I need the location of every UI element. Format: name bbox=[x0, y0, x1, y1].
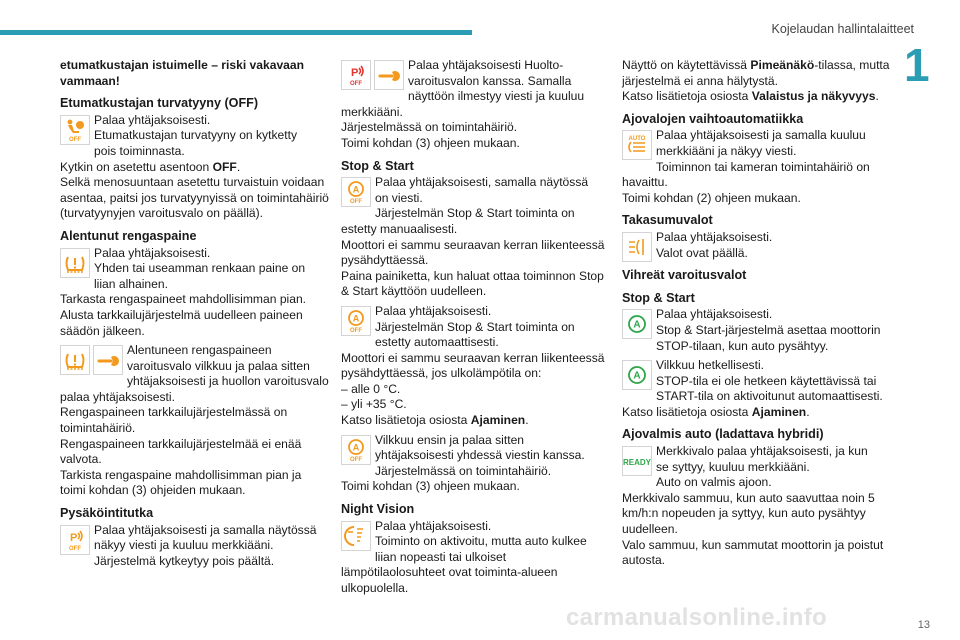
text-line: Palaa yhtäjaksoisesti. bbox=[656, 307, 773, 322]
text-line: Toimi kohdan (3) ohjeen mukaan. bbox=[341, 135, 520, 150]
section-body bbox=[60, 113, 330, 222]
chapter-number: 1 bbox=[904, 39, 930, 91]
text-line: pois toiminnasta. bbox=[94, 143, 185, 158]
header-title: Kojelaudan hallintalaitteet bbox=[771, 22, 914, 36]
text-line: Selkä menosuuntaan asetettu turvaistuin voidaan asentaa, paitsi jos turvatyynyissä on toimintahäiriö (turvatyynyjen varoitusvalo on päällä). bbox=[60, 175, 329, 221]
text-line: Toimi kohdan (2) ohjeen mukaan. bbox=[622, 190, 801, 205]
column-1 bbox=[60, 58, 330, 573]
text-line: Merkkivalo sammuu, kun auto saavuttaa noin 5 km/h:n nopeuden ja syttyy, kun auto pysähtyy uudelleen. bbox=[622, 490, 875, 537]
bold-term: Ajaminen bbox=[470, 413, 526, 428]
text-line: Rengaspaineen tarkkailujärjestelmää ei enää valvota. bbox=[60, 436, 302, 467]
text-line: yhtäjaksoisesti ja huollon varoitusvalo palaa yhtäjaksoisesti. bbox=[60, 374, 329, 404]
svg-text:OFF: OFF bbox=[350, 199, 362, 206]
watermark: carmanualsonline.info bbox=[566, 604, 828, 631]
svg-text:OFF: OFF bbox=[350, 81, 362, 87]
parking-sensor-off-icon bbox=[60, 525, 90, 555]
text-line: Katso lisätietoja osiosta bbox=[341, 413, 471, 428]
section-title: Etumatkustajan turvatyyny (OFF) bbox=[60, 96, 259, 111]
text-line: Järjestelmässä on toimintahäiriö. bbox=[341, 120, 518, 135]
section-body bbox=[60, 246, 330, 340]
text-line: yhtäjaksoisesti yhdessä viestin kanssa. bbox=[375, 448, 585, 463]
text-line: . bbox=[236, 159, 241, 174]
text-line: STOP-tila ei ole hetkeen käytettävissä tai bbox=[656, 373, 877, 388]
text-line: Palaa yhtäjaksoisesti. bbox=[656, 229, 773, 244]
stop-start-icon bbox=[622, 360, 652, 390]
svg-text:A: A bbox=[352, 442, 360, 453]
section-body bbox=[341, 519, 609, 597]
night-vision-icon bbox=[341, 521, 371, 551]
svg-text:OFF: OFF bbox=[69, 136, 81, 143]
section-body bbox=[622, 58, 892, 105]
text-line: Stop & Start-järjestelmä asettaa moottorin bbox=[656, 322, 881, 337]
text-line: varoitusvalo vilkkuu ja palaa sitten bbox=[127, 358, 310, 373]
text-line: . bbox=[806, 404, 810, 419]
text-line: Näyttö on käytettävissä bbox=[622, 58, 751, 72]
svg-text:P: P bbox=[70, 531, 78, 544]
text-line: Palaa yhtäjaksoisesti, samalla näytössä bbox=[375, 175, 589, 190]
bold-term: Ajaminen bbox=[751, 404, 807, 419]
section-body bbox=[60, 343, 330, 499]
text-line: näyttöön ilmestyy viesti ja kuuluu merkkiääni. bbox=[341, 89, 585, 119]
text-line: . bbox=[875, 89, 879, 104]
tyre-pressure-icon bbox=[60, 345, 90, 375]
section-body bbox=[622, 128, 892, 206]
text-line: Alusta tarkkailujärjestelmä uudelleen paineen säädön jälkeen. bbox=[60, 307, 303, 338]
section-title: Pysäköintitutka bbox=[60, 506, 154, 521]
text-line: Vilkkuu ensin ja palaa sitten bbox=[375, 432, 525, 447]
section-body bbox=[341, 58, 609, 152]
bold-term: Valaistus ja näkyvyys bbox=[751, 89, 876, 104]
section-body bbox=[622, 444, 892, 569]
section-title: Stop & Start bbox=[341, 158, 414, 173]
text-line: Alentuneen rengaspaineen bbox=[127, 343, 272, 358]
text-line: on viesti. bbox=[375, 190, 423, 205]
column-2 bbox=[341, 58, 609, 601]
section-title: Ajovalojen vaihtoautomatiikka bbox=[622, 111, 804, 126]
page-number: 13 bbox=[917, 619, 930, 631]
svg-text:A: A bbox=[352, 313, 360, 324]
text-line: Järjestelmän Stop & Start toiminta on estetty manuaalisesti. bbox=[341, 206, 575, 236]
text-line: liian nopeasti tai ulkoiset lämpötilaolosuhteet ovat toiminta-alueen ulkopuolella. bbox=[341, 549, 558, 595]
section-body bbox=[622, 358, 892, 420]
bold-term: Pimeänäkö bbox=[750, 58, 815, 72]
ready-icon bbox=[622, 446, 652, 476]
tyre-pressure-icon bbox=[60, 248, 90, 278]
text-line: Tarkasta rengaspaineet mahdollisimman pian. bbox=[60, 292, 307, 307]
section-body bbox=[341, 304, 609, 429]
service-wrench-icon bbox=[93, 345, 123, 375]
svg-text:A: A bbox=[633, 319, 641, 331]
text-line: Järjestelmä kytkeytyy pois päältä. bbox=[94, 553, 275, 568]
text-line: Järjestelmässä on toimintahäiriö. bbox=[375, 463, 552, 478]
section-title: Stop & Start bbox=[622, 290, 695, 305]
text-line: Auto on valmis ajoon. bbox=[656, 475, 772, 490]
airbag-off-icon bbox=[60, 115, 90, 145]
section-body bbox=[341, 433, 609, 495]
text-line: varoitusvalon kanssa. Samalla bbox=[408, 73, 572, 88]
text-line: Katso lisätietoja osiosta bbox=[622, 89, 752, 104]
text-line: Palaa yhtäjaksoisesti. bbox=[375, 303, 492, 318]
text-line: Palaa yhtäjaksoisesti. bbox=[375, 518, 492, 533]
text-line: Palaa yhtäjaksoisesti. bbox=[94, 245, 211, 260]
text-line: Kytkin on asetettu asentoon bbox=[60, 159, 213, 174]
text-line: Merkkivalo palaa yhtäjaksoisesti, ja kun bbox=[656, 444, 868, 459]
svg-text:P: P bbox=[351, 67, 359, 79]
text-line: Moottori ei sammu seuraavan kerran liikenteessä pysähdyttäessä. bbox=[341, 237, 605, 268]
text-line: Tarkista rengaspaine mahdollisimman pian ja toimi kohdan (3) ohjeiden mukaan. bbox=[60, 467, 302, 498]
text-line: . bbox=[525, 413, 529, 428]
svg-text:AUTO: AUTO bbox=[628, 136, 646, 143]
text-line: Palaa yhtäjaksoisesti. bbox=[94, 112, 211, 127]
section-body bbox=[622, 307, 892, 354]
text-line: Katso lisätietoja osiosta bbox=[622, 404, 752, 419]
text-line: estetty automaattisesti. bbox=[375, 335, 499, 350]
text-line: Paina painiketta, kun haluat ottaa toiminnon Stop & Start käyttöön uudelleen. bbox=[341, 268, 604, 299]
text-line: Valot ovat päällä. bbox=[656, 245, 748, 260]
service-wrench-icon bbox=[374, 60, 404, 90]
parking-sensor-off-icon bbox=[341, 60, 371, 90]
text-line: Vilkkuu hetkellisesti. bbox=[656, 358, 764, 373]
svg-text:OFF: OFF bbox=[350, 456, 362, 463]
svg-text:READY: READY bbox=[622, 458, 652, 468]
text-line: STOP-tilaan, kun auto pysähtyy. bbox=[656, 338, 829, 353]
text-line: Valo sammuu, kun sammutat moottorin ja poistut autosta. bbox=[622, 537, 884, 568]
section-body bbox=[60, 523, 330, 570]
section-title: Ajovalmis auto (ladattava hybridi) bbox=[622, 427, 824, 442]
text-line: näkyy viesti ja kuuluu merkkiääni. bbox=[94, 538, 274, 553]
section-title: Vihreät varoitusvalot bbox=[622, 268, 747, 283]
header-accent-bar bbox=[0, 30, 472, 35]
auto-high-beam-icon bbox=[622, 130, 652, 160]
text-line: Etumatkustajan turvatyyny on kytketty bbox=[94, 128, 297, 143]
text-line: Palaa yhtäjaksoisesti Huolto- bbox=[408, 58, 564, 72]
text-line: START-tila on aktivoitunut automaattisesti. bbox=[656, 389, 883, 404]
text-line: Toimi kohdan (3) ohjeen mukaan. bbox=[341, 479, 520, 494]
text-line: – alle 0 °C. bbox=[341, 381, 401, 396]
section-title: Takasumuvalot bbox=[622, 213, 713, 228]
text-line: Toiminnon tai kameran toimintahäiriö on havaittu. bbox=[622, 159, 870, 190]
text-line: Palaa yhtäjaksoisesti ja samalla kuuluu bbox=[656, 128, 866, 143]
column-3 bbox=[622, 58, 892, 573]
text-line: Palaa yhtäjaksoisesti ja samalla näytössä bbox=[94, 522, 317, 537]
svg-text:OFF: OFF bbox=[350, 327, 362, 334]
text-line: liian alhainen. bbox=[94, 276, 168, 291]
rear-fog-icon bbox=[622, 232, 652, 262]
text-line: Yhden tai useamman renkaan paine on bbox=[94, 261, 306, 276]
svg-text:A: A bbox=[352, 184, 360, 195]
section-title: Alentunut rengaspaine bbox=[60, 228, 197, 243]
text-line: Moottori ei sammu seuraavan kerran liikenteessä pysähdyttäessä, jos ulkolämpötila on: bbox=[341, 350, 605, 381]
stop-start-off-icon bbox=[341, 177, 371, 207]
text-line: Rengaspaineen tarkkailujärjestelmässä on toimintahäiriö. bbox=[60, 405, 288, 436]
section-body bbox=[341, 175, 609, 300]
text-line: Toiminto on aktivoitu, mutta auto kulkee bbox=[375, 534, 587, 549]
text-line: se syttyy, kuuluu merkkiääni. bbox=[656, 459, 810, 474]
section-title: Night Vision bbox=[341, 502, 415, 517]
stop-start-off-icon bbox=[341, 306, 371, 336]
text-line: – yli +35 °C. bbox=[341, 397, 407, 412]
text-line: -tilassa, mutta järjestelmä ei anna hälytystä. bbox=[622, 58, 890, 88]
text-line: merkkiääni ja näkyy viesti. bbox=[656, 143, 797, 158]
stop-start-icon bbox=[622, 309, 652, 339]
section-body bbox=[622, 230, 892, 261]
intro-text: etumatkustajan istuimelle – riski vakavaan vammaan! bbox=[60, 58, 305, 88]
svg-text:A: A bbox=[633, 370, 641, 382]
stop-start-off-icon bbox=[341, 435, 371, 465]
bold-term: OFF bbox=[212, 159, 237, 174]
text-line: Järjestelmän Stop & Start toiminta on bbox=[375, 319, 575, 334]
svg-text:OFF: OFF bbox=[69, 545, 81, 552]
